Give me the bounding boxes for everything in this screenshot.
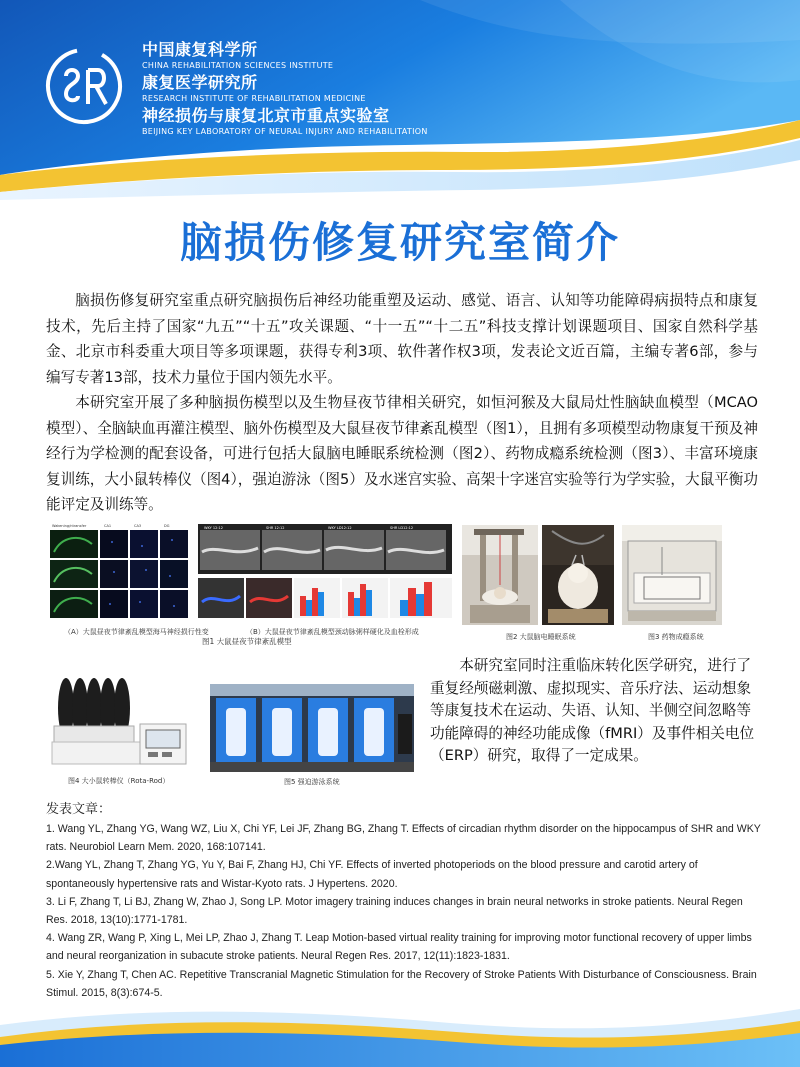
figure-4-image bbox=[44, 672, 192, 770]
footer-waves bbox=[0, 985, 800, 1067]
fig1a-header-1: Wakening/ntransfer bbox=[52, 524, 87, 528]
intro-paragraph-2: 本研究室开展了多种脑损伤模型以及生物昼夜节律相关研究，如恒河猴及大鼠局灶性脑缺血模型（MCAO模型）、全脑缺血再灌注模型、脑外伤模型及大鼠昼夜节律紊乱模型（图1），且拥有多项模型动物康复干预及神经行为学检测的配套设备，可进行包括大鼠脑电睡眠系统检测（图2）、药物成瘾系统检测（图3）、丰富环境康复训练，大小鼠转棒仪（图4），强迫游泳（图5）及水迷宫实验、高架十字迷宫实验等行为学实验，大鼠平衡功能评定及训练等。 bbox=[46, 394, 758, 513]
intro-text bbox=[46, 288, 758, 518]
reference-item: 2.Wang YL, Zhang T, Zhang YG, Yu Y, Bai F, Zhang HJ, Chi YF. Effects of inverted photoperiods on the blood pressure and carotid artery of spontaneously hypertensive rats and Wistar-Kyoto rats. J Hypertens. 2020. bbox=[46, 859, 698, 890]
reference-item: 4. Wang ZR, Wang P, Xing L, Mei LP, Zhao J, Zhang T. Leap Motion-based virtual reality training for improving motor functional recovery of upper limbs and neural reorganization in subacute stroke patients. Neural Regen Res. 2017, 12(11):1823-1831. bbox=[46, 932, 752, 963]
reference-item: 1. Wang YL, Zhang YG, Wang WZ, Liu X, Chi YF, Lei JF, Zhang BG, Zhang T. Effects of circadian rhythm disorder on the hippocampus of SHR and WKY rats. Neurobiol Learn Mem. 2020, 168:107141. bbox=[46, 823, 761, 854]
fig1b-label-3: WKY LD12:12 bbox=[328, 526, 352, 530]
figure-5-image bbox=[210, 684, 414, 772]
fig1b-label-2: SHR 12:12 bbox=[266, 526, 285, 530]
org-name-cn-1: 中国康复科学所 bbox=[142, 40, 258, 59]
figure-1-caption: 图1 大鼠昼夜节律紊乱模型 bbox=[202, 637, 292, 646]
references-title: 发表文章： bbox=[46, 802, 112, 817]
figure-1b-caption: （B）大鼠昼夜节律紊乱模型颈动脉粥样硬化及血栓形成 bbox=[246, 628, 419, 636]
figure-2-image-right bbox=[542, 525, 614, 625]
page-title: 脑损伤修复研究室简介 bbox=[179, 218, 620, 267]
figure-1a-image bbox=[42, 522, 190, 622]
clinical-research-paragraph: 本研究室同时注重临床转化医学研究，进行了重复经颅磁刺激、虚拟现实、音乐疗法、运动想象等康复技术在运动、失语、认知、半侧空间忽略等功能障碍的神经功能成像（fMRI）及事件相关电位（ERP）研究，取得了一定成果。 bbox=[430, 657, 755, 764]
org-name-en-2: RESEARCH INSTITUTE OF REHABILITATION MEDICINE bbox=[142, 94, 366, 103]
org-name-en-1: CHINA REHABILITATION SCIENCES INSTITUTE bbox=[142, 61, 334, 70]
org-name-en-3: BEIJING KEY LABORATORY OF NEURAL INJURY AND REHABILITATION bbox=[142, 127, 428, 136]
figure-1a-caption: （A）大鼠昼夜节律紊乱模型海马神经损行性变 bbox=[64, 628, 209, 636]
figure-1b-image bbox=[196, 522, 454, 622]
figure-2-image-left bbox=[462, 525, 538, 625]
reference-item: 5. Xie Y, Zhang T, Chen AC. Repetitive Transcranial Magnetic Stimulation for the Recovery of Stroke Patients With Disturbance of Consciousness. Brain Stimul. 2015, 8(3):674-5. bbox=[46, 968, 757, 999]
references-list bbox=[46, 820, 762, 1002]
fig1b-label-4: SHR LD12:12 bbox=[390, 526, 414, 530]
header-banner bbox=[0, 0, 800, 200]
intro-paragraph-1: 脑损伤修复研究室重点研究脑损伤后神经功能重塑及运动、感觉、语言、认知等功能障碍病损特点和康复技术，先后主持了国家“九五”“十五”攻关课题、“十一五”“十二五”科技支撑计划课题项目、国家自然科学基金、北京市科委重大项目等多项课题，获得专利3项、软件著作权3项，发表论文近百篇，主编专著6部，参与编写专著13部，技术力量位于国内领先水平。 bbox=[46, 292, 758, 386]
clinical-research-text bbox=[430, 655, 760, 768]
fig1a-header-2: CA1 bbox=[104, 524, 112, 528]
fig1a-header-4: DG bbox=[164, 524, 170, 528]
organization-names bbox=[142, 40, 428, 139]
figure-3-caption: 图3 药物成瘾系统 bbox=[648, 633, 704, 641]
org-name-cn-2: 康复医学研究所 bbox=[142, 73, 258, 92]
institute-logo bbox=[44, 46, 124, 126]
figure-5-caption: 图5 强迫游泳系统 bbox=[284, 778, 340, 786]
org-name-cn-3: 神经损伤与康复北京市重点实验室 bbox=[142, 106, 390, 125]
figure-4-caption: 图4 大小鼠转棒仪（Rota-Rod） bbox=[68, 777, 170, 785]
figure-3-image bbox=[622, 525, 722, 625]
fig1a-header-3: CA3 bbox=[134, 524, 142, 528]
reference-item: 3. Li F, Zhang T, Li BJ, Zhang W, Zhao J, Song LP. Motor imagery training induces changes in brain neural networks in stroke patients. Neural Regen Res. 2018, 13(10):1771-1781. bbox=[46, 895, 743, 927]
fig1b-label-1: WKY 12:12 bbox=[204, 526, 223, 530]
figure-2-caption: 图2 大鼠脑电睡眠系统 bbox=[506, 633, 576, 641]
